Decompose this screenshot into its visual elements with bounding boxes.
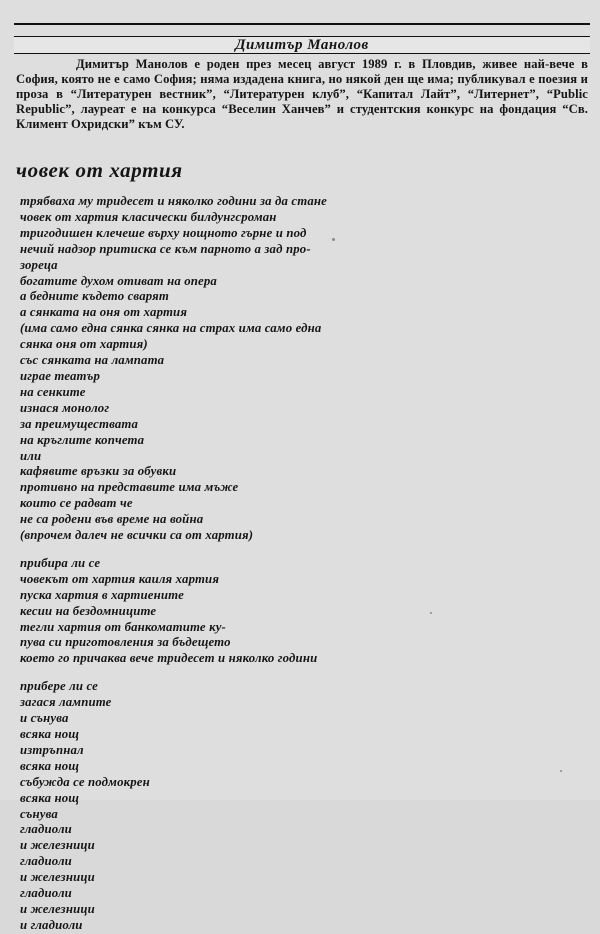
poem-line: кафявите връзки за обувки bbox=[20, 464, 177, 479]
poem-line: тегли хартия от банкоматите ку- bbox=[20, 619, 226, 634]
poem-line: изтръпнал bbox=[20, 742, 84, 757]
poem-stanza bbox=[20, 679, 586, 934]
poem-line: не са родени във време на война bbox=[20, 512, 204, 527]
poem-line: или bbox=[20, 448, 42, 463]
poem-line: прибере ли се bbox=[20, 679, 99, 694]
poem-line: играе театър bbox=[20, 368, 101, 383]
poem-stanza bbox=[20, 556, 586, 667]
poem-line: събужда се подмокрен bbox=[20, 774, 150, 789]
poem-line: на кръглите копчета bbox=[20, 432, 145, 447]
poem-line: гладиоли bbox=[20, 822, 72, 837]
poem-line: за преимуществата bbox=[20, 416, 139, 431]
poem-line: на сенките bbox=[20, 384, 86, 399]
poem-line: и железници bbox=[20, 838, 95, 853]
scan-speck bbox=[560, 770, 562, 772]
poem-line: човек от хартия класически билдунгсроман bbox=[20, 209, 277, 224]
poem-line: трябваха му тридесет и няколко години за да стане bbox=[20, 194, 327, 208]
poem-line: и сънува bbox=[20, 711, 69, 726]
author-name: Димитър Манолов bbox=[235, 36, 369, 53]
poem-line: прибира ли се bbox=[20, 555, 101, 570]
poem-line: и гладиоли bbox=[20, 917, 83, 932]
poem-line: и железници bbox=[20, 901, 95, 916]
poem-line: всяка нощ bbox=[20, 790, 80, 805]
author-header bbox=[14, 36, 590, 54]
poem-line: (впрочем далеч не всички са от хартия) bbox=[20, 528, 254, 543]
poem-line: (има само една сянка сянка на страх има само една bbox=[20, 321, 322, 336]
poem-line: а бедните където сварят bbox=[20, 289, 169, 304]
poem-line: изнася монолог bbox=[20, 400, 110, 415]
poem-line: което го причаква вече тридесет и няколко години bbox=[20, 651, 318, 666]
poem-line: всяка нощ bbox=[20, 758, 80, 773]
author-bio: Димитър Манолов е роден през месец август 1989 г. в Пловдив, живее най-вече в София, която не е само София; няма издадена книга, но някой ден ще има; публикувал е поезия и проза в “Литературен вестник”, “Литературен клуб”, “Капитал Лайт”, “Литернет”, “Public Republic”, лауреат е на конкурса “Веселин Ханчев” и студентския конкурс на фондация “Св. Климент Охридски” към СУ. bbox=[16, 57, 588, 131]
poem-line: сянка оня от хартия) bbox=[20, 337, 148, 352]
top-rule bbox=[14, 23, 590, 25]
poem-stanza bbox=[20, 194, 586, 544]
poem-line: пуска хартия в хартиените bbox=[20, 587, 184, 602]
poem-line: човекът от хартия каиля хартия bbox=[20, 571, 220, 586]
poem-line: богатите духом отиват на опера bbox=[20, 273, 217, 288]
poem-line: пува си приготовления за бъдещето bbox=[20, 635, 231, 650]
poem-line: тригодишен клечеше върху нощното гърне и под bbox=[20, 225, 307, 240]
poem-line: които се радват че bbox=[20, 496, 133, 511]
poem-line: противно на представите има мъже bbox=[20, 480, 239, 495]
poem-line: гладиоли bbox=[20, 886, 72, 901]
poem-line: зореца bbox=[20, 257, 58, 272]
poem-line: сънува bbox=[20, 806, 58, 821]
poem-line: а сянката на оня от хартия bbox=[20, 305, 188, 320]
scan-speck bbox=[332, 238, 335, 241]
poem-line: загася лампите bbox=[20, 695, 112, 710]
scan-speck bbox=[430, 612, 432, 614]
poem-line: и железници bbox=[20, 870, 95, 885]
poem-body bbox=[20, 194, 586, 934]
poem-title: човек от хартия bbox=[16, 158, 183, 182]
poem-line: всяка нощ bbox=[20, 727, 80, 741]
poem-line: нечий надзор притиска се към парното а зад про- bbox=[20, 241, 311, 256]
poem-line: със сянката на лампата bbox=[20, 353, 165, 368]
poem-line: гладиоли bbox=[20, 854, 72, 869]
poem-line: кесии на бездомниците bbox=[20, 603, 157, 618]
